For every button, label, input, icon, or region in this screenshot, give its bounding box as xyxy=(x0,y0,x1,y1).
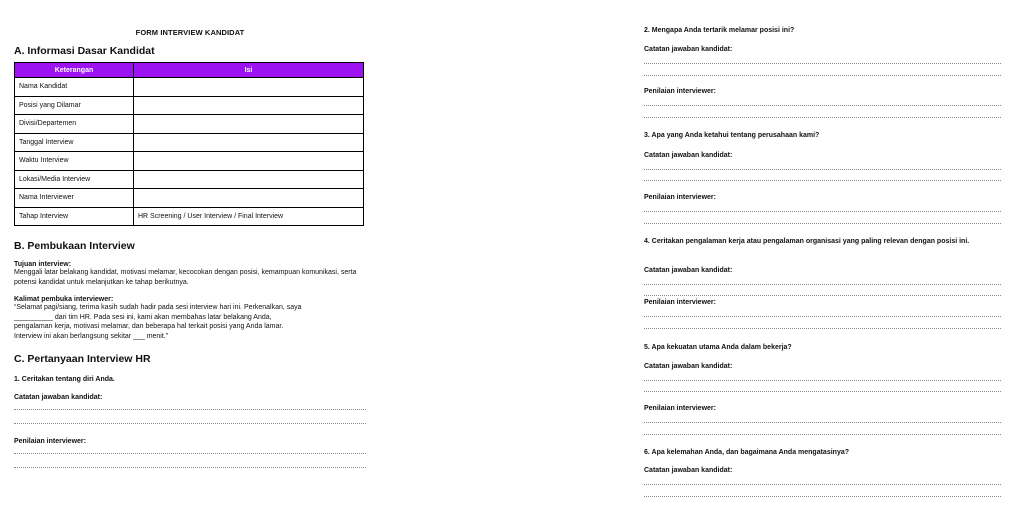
table-row xyxy=(15,115,364,134)
opening-line: Interview ini akan berlangsung sekitar ___ menit.” xyxy=(14,332,169,340)
table-row xyxy=(15,207,364,226)
rating-line[interactable] xyxy=(644,328,1001,329)
answer-label: Catatan jawaban kandidat: xyxy=(14,394,103,401)
answer-label: Catatan jawaban kandidat: xyxy=(644,467,733,474)
opening-line: “Selamat pagi/siang, terima kasih sudah hadir pada sesi interview hari ini. Perkenalkan, saya xyxy=(14,304,302,311)
question-5: 5. Apa kekuatan utama Anda dalam bekerja? xyxy=(644,344,792,351)
opening-label: Kalimat pembuka interviewer: xyxy=(14,296,114,303)
answer-line[interactable] xyxy=(644,75,1001,76)
right-page xyxy=(644,0,1001,517)
answer-label: Catatan jawaban kandidat: xyxy=(644,363,733,370)
rating-line[interactable] xyxy=(644,117,1001,118)
row-value[interactable] xyxy=(134,152,364,171)
table-row xyxy=(15,78,364,97)
rating-label: Penilaian interviewer: xyxy=(644,88,716,95)
section-a-title: A. Informasi Dasar Kandidat xyxy=(14,45,155,57)
rating-label: Penilaian interviewer: xyxy=(644,405,716,412)
row-label: Nama Kandidat xyxy=(15,78,134,97)
question-4: 4. Ceritakan pengalaman kerja atau pengalaman organisasi yang paling relevan dengan posisi ini. xyxy=(644,238,970,245)
rating-line[interactable] xyxy=(644,434,1001,435)
rating-line[interactable] xyxy=(644,223,1001,224)
section-c-title: C. Pertanyaan Interview HR xyxy=(14,353,151,365)
answer-line[interactable] xyxy=(644,380,1001,381)
opening-line: __________ dari tim HR. Pada sesi ini, kami akan membahas latar belakang Anda, xyxy=(14,313,272,321)
answer-line[interactable] xyxy=(644,295,1001,296)
purpose-text: Menggali latar belakang kandidat, motivasi melamar, kecocokan dengan posisi, kemampuan komunikasi, serta potensi kandidat untuk melanjutkan ke tahap berikutnya. xyxy=(14,269,357,286)
answer-line[interactable] xyxy=(644,180,1001,181)
answer-line[interactable] xyxy=(14,410,366,424)
candidate-info-table xyxy=(14,62,364,226)
answer-line[interactable] xyxy=(644,391,1001,392)
rating-line[interactable] xyxy=(14,454,366,468)
rating-line[interactable] xyxy=(14,445,366,454)
row-value[interactable]: HR Screening / User Interview / Final Interview xyxy=(134,207,364,226)
row-value[interactable] xyxy=(134,115,364,134)
rating-line[interactable] xyxy=(644,316,1001,317)
row-label: Waktu Interview xyxy=(15,152,134,171)
header-keterangan: Keterangan xyxy=(15,63,134,78)
purpose-label: Tujuan interview: xyxy=(14,261,72,268)
table-row xyxy=(15,96,364,115)
row-value[interactable] xyxy=(134,170,364,189)
row-label: Tahap Interview xyxy=(15,207,134,226)
row-label: Lokasi/Media Interview xyxy=(15,170,134,189)
table-row xyxy=(15,170,364,189)
question-2: 2. Mengapa Anda tertarik melamar posisi ini? xyxy=(644,27,795,34)
row-value[interactable] xyxy=(134,133,364,152)
answer-label: Catatan jawaban kandidat: xyxy=(644,267,733,274)
answer-line[interactable] xyxy=(14,401,366,410)
rating-line[interactable] xyxy=(644,105,1001,106)
row-label: Nama Interviewer xyxy=(15,189,134,208)
question-6: 6. Apa kelemahan Anda, dan bagaimana Anda mengatasinya? xyxy=(644,449,850,456)
answer-line[interactable] xyxy=(644,63,1001,64)
row-label: Divisi/Departemen xyxy=(15,115,134,134)
answer-label: Catatan jawaban kandidat: xyxy=(644,46,733,53)
table-header-row xyxy=(15,63,364,78)
row-label: Tanggal Interview xyxy=(15,133,134,152)
answer-label: Catatan jawaban kandidat: xyxy=(644,152,733,159)
answer-line[interactable] xyxy=(644,284,1001,285)
row-value[interactable] xyxy=(134,78,364,97)
rating-label: Penilaian interviewer: xyxy=(14,438,86,445)
rating-line[interactable] xyxy=(644,422,1001,423)
question-1: 1. Ceritakan tentang diri Anda. xyxy=(14,376,115,383)
answer-line[interactable] xyxy=(644,484,1001,485)
table-row xyxy=(15,133,364,152)
opening-line: pengalaman kerja, motivasi melamar, dan beberapa hal terkait posisi yang Anda lamar. xyxy=(14,323,284,330)
form-title: FORM INTERVIEW KANDIDAT xyxy=(135,28,245,37)
table-row xyxy=(15,152,364,171)
rating-label: Penilaian interviewer: xyxy=(644,299,716,306)
row-label: Posisi yang Dilamar xyxy=(15,96,134,115)
rating-line[interactable] xyxy=(644,211,1001,212)
header-isi: Isi xyxy=(134,63,364,78)
row-value[interactable] xyxy=(134,96,364,115)
question-3: 3. Apa yang Anda ketahui tentang perusahaan kami? xyxy=(644,132,820,139)
row-value[interactable] xyxy=(134,189,364,208)
left-page xyxy=(14,0,366,517)
answer-line[interactable] xyxy=(644,169,1001,170)
section-b-title: B. Pembukaan Interview xyxy=(14,240,135,252)
table-row xyxy=(15,189,364,208)
rating-label: Penilaian interviewer: xyxy=(644,194,716,201)
answer-line[interactable] xyxy=(644,496,1001,497)
